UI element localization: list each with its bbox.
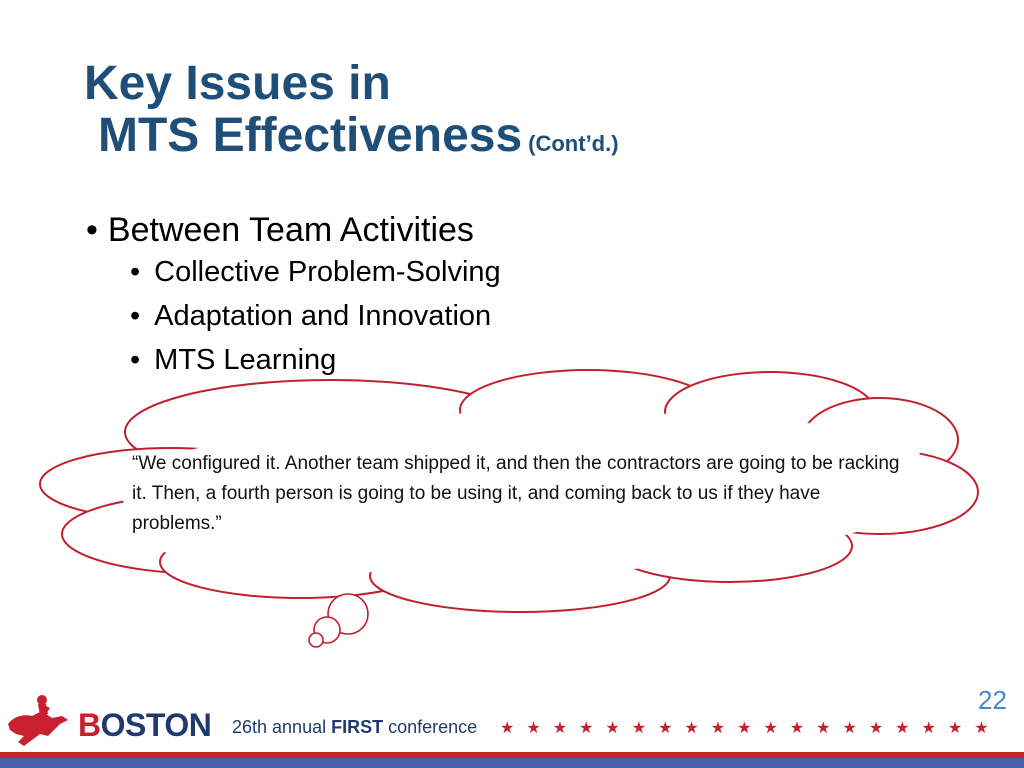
conference-first: FIRST (331, 717, 384, 737)
title-subtitle: (Cont’d.) (528, 131, 619, 156)
logo-boston-b: B (78, 707, 101, 743)
bullet-dot: • (130, 344, 141, 376)
bullet-sub-text: MTS Learning (154, 344, 337, 376)
quote-text: “We configured it. Another team shipped it, and then the contractors are going to be racking it. Then, a fourth person is going to be using it, and coming back to us if they have problems.” (132, 453, 900, 534)
conference-tagline (232, 717, 477, 738)
footer-stars: ★★★★★★★★★★★★★★★★★★★ (500, 720, 1001, 737)
bullet-sub-text: Collective Problem-Solving (154, 256, 501, 288)
title-line-2-text: MTS Effectiveness (98, 109, 523, 162)
page-number: 22 (978, 685, 1007, 715)
horse-rider-logo-icon (2, 690, 82, 760)
conference-prefix: 26th annual (232, 717, 332, 737)
footer-stripe-blue (0, 758, 1024, 768)
bullet-dot: • (130, 300, 141, 332)
title-line-1: Key Issues in (84, 57, 391, 110)
logo-boston (78, 707, 211, 744)
bullet-dot: • (86, 211, 98, 249)
bullet-main-text: Between Team Activities (107, 211, 474, 249)
bubble-tail-small (309, 633, 323, 647)
bullet-sub-text: Adaptation and Innovation (154, 300, 492, 332)
bullet-dot: • (130, 256, 141, 288)
logo-boston-rest: OSTON (100, 707, 212, 743)
conference-suffix: conference (383, 717, 478, 737)
